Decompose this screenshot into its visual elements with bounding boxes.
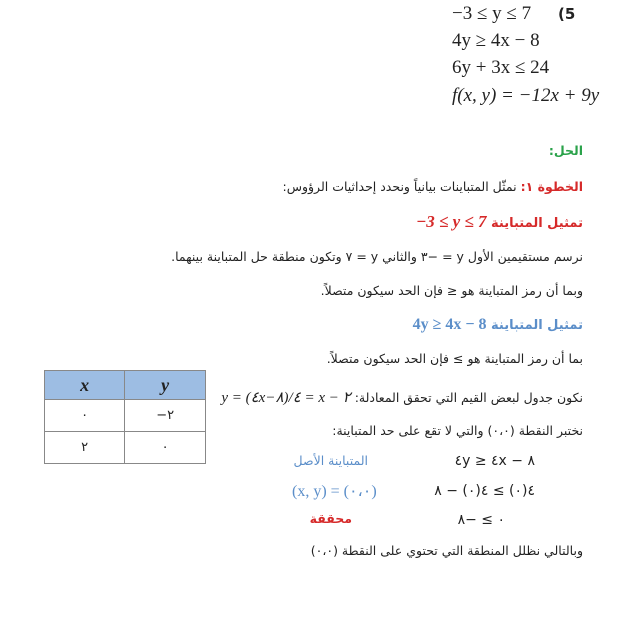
constraint-1: −3 ≤ y ≤ 7	[452, 3, 532, 24]
objective-function: f(x, y) = −12x + 9y	[452, 85, 600, 106]
heading2-math: 4y ≥ 4x − 8	[412, 316, 487, 333]
values-table	[44, 370, 206, 464]
table-header-y: y	[125, 371, 206, 400]
step1-label: الخطوة ١:	[520, 179, 583, 194]
table-row	[45, 432, 206, 464]
check-row-3-math: ٠ ≥ −٨	[457, 512, 505, 528]
paragraph-4	[221, 388, 583, 407]
table-cell: ٢	[45, 432, 125, 464]
paragraph-2: وبما أن رمز المتباينة هو ≤ فإن الحد سيكون متصلاً.	[320, 283, 583, 298]
check-row-1-math: ٤y ≥ ٤x − ٨	[454, 453, 535, 469]
table-cell: ٠	[125, 432, 206, 464]
paragraph4-math: y = (٤x−٨)/٤ = x − ٢	[221, 390, 351, 406]
heading-1	[416, 212, 583, 232]
heading-2	[413, 316, 583, 334]
heading2-text: تمثيل المتباينة	[491, 318, 583, 333]
paragraph4-text: نكون جدول لبعض القيم التي تحقق المعادلة:	[354, 390, 583, 405]
step1-text: نمثّل المتباينات بيانياً ونحدد إحداثيات الرؤوس:	[282, 179, 517, 194]
constraint-3: 6y + 3x ≤ 24	[452, 57, 550, 78]
table-cell: −٢	[125, 400, 206, 432]
paragraph-5: نختبر النقطة (٠،٠) والتي لا تقع على حد المتباينة:	[332, 423, 583, 438]
constraint-2: 4y ≥ 4x − 8	[452, 30, 540, 51]
conclusion: وبالتالي نظلل المنطقة التي تحتوي على النقطة (٠،٠)	[310, 543, 583, 558]
check-row-3-note: محققة	[309, 511, 352, 526]
problem-number: (5	[558, 5, 576, 23]
table-header-row	[45, 371, 206, 400]
table-cell: ٠	[45, 400, 125, 432]
step1	[283, 179, 583, 194]
paragraph-3: بما أن رمز المتباينة هو ≥ فإن الحد سيكون متصلاً.	[326, 351, 583, 366]
paragraph-1: نرسم مستقيمين الأول y = −٣ والثاني y = ٧ وتكون منطقة حل المتباينة بينهما.	[171, 249, 583, 264]
heading1-text: تمثيل المتباينة	[491, 216, 583, 231]
table-header-x: x	[45, 371, 125, 400]
table-row	[45, 400, 206, 432]
check-row-2-math: ٤(٠) ≥ ٤(٠) − ٨	[434, 483, 535, 499]
heading1-math: −3 ≤ y ≤ 7	[415, 212, 487, 231]
solution-label: الحل:	[548, 143, 583, 158]
check-row-1-note: المتباينة الأصل	[293, 453, 368, 468]
check-row-2-note: (x, y) = (٠،٠)	[292, 483, 377, 500]
